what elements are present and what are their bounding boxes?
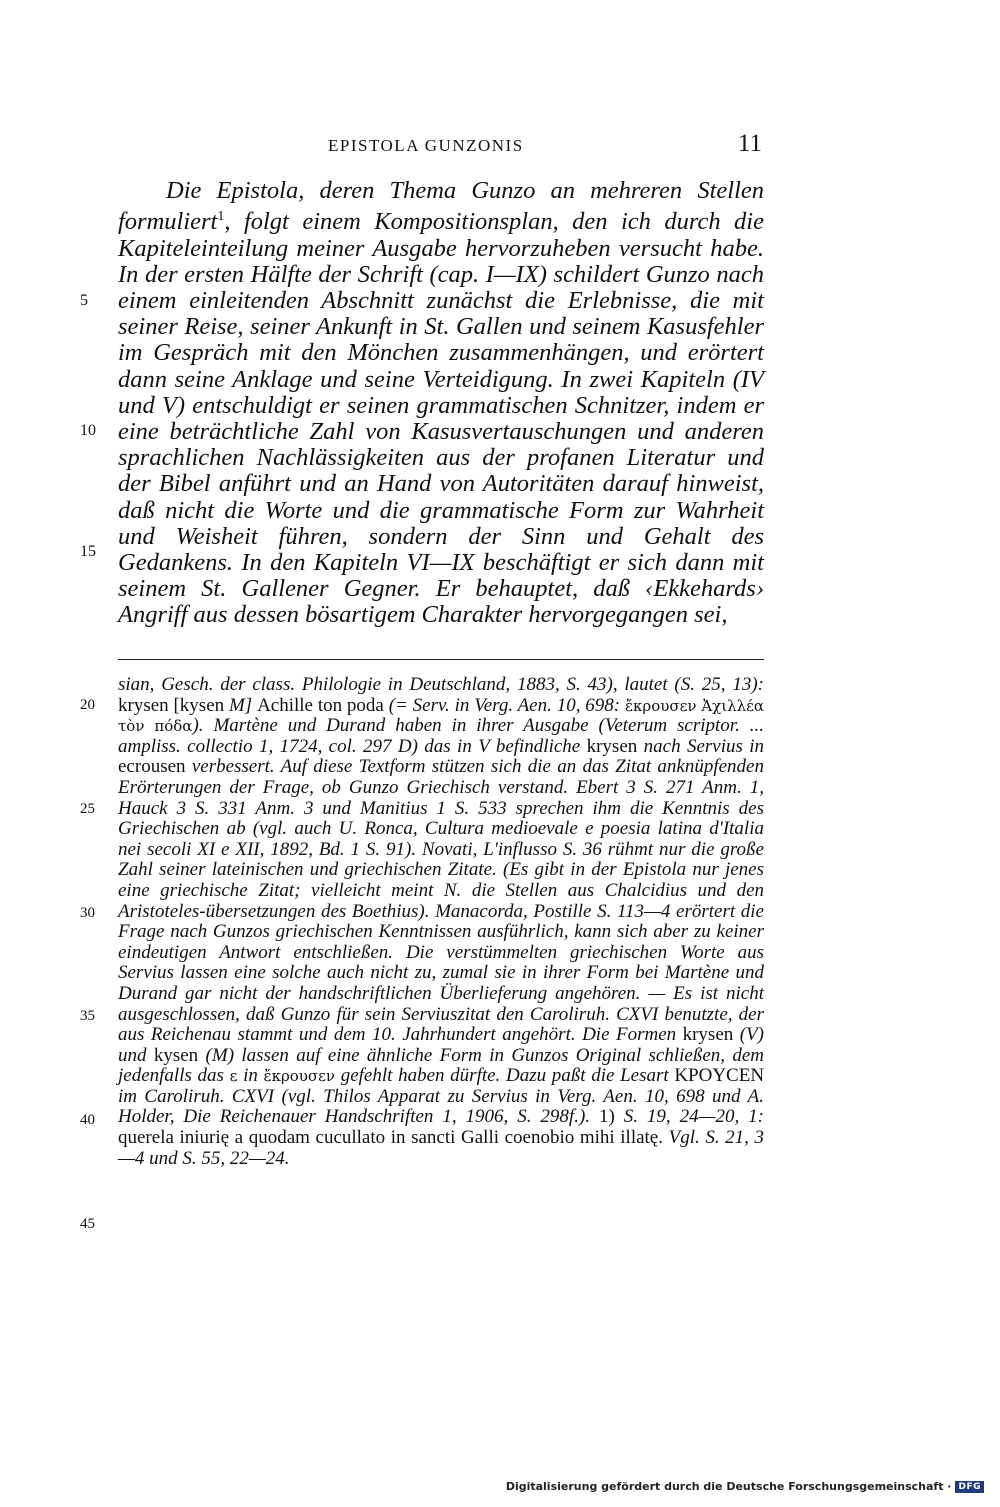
footnote-reference: 1 xyxy=(217,209,225,225)
line-number-25: 25 xyxy=(80,801,95,817)
footnotes xyxy=(118,675,764,1169)
page-header xyxy=(118,132,766,162)
footnote-separator xyxy=(118,659,764,660)
main-text xyxy=(118,178,764,629)
footnote-text: sian, Gesch. der class. Philologie in Deutschland, 1883, S. 43), lautet (S. 25, 13): krysen [kysen M] Achille ton poda (= Serv. in Verg. Aen. 10, 698: ἔκρουσεν Ἀχιλλέα τὸν πόδα). Martène und Durand haben in ihrer Ausgabe (Veterum scriptor. ... ampliss. collectio 1, 1724, col. 297 D) das in V befindliche krysen nach Servius in ecrousen verbessert. Auf diese Textform stützen sich die an das Zitat anknüpfenden Erörterungen der Frage, ob Gunzo Griechisch verstand. Ebert 3 S. 271 Anm. 1, Hauck 3 S. 331 Anm. 3 und Manitius 1 S. 533 sprechen ihm die Kenntnis des Griechischen ab (vgl. auch U. Ronca, Cultura medioevale e poesia latina d'Italia nei secoli XI e XII, 1892, Bd. 1 S. 91). Novati, L'influsso S. 36 rühmt nur die große Zahl seiner lateinischen und griechischen Zitate. (Es gibt in der Epistola nur jenes eine griechische Zitat; vielleicht meint N. die Stellen aus Chalcidius und den Aristoteles-übersetzungen des Boethius). Manacorda, Postille S. 113—4 erörtert die Frage nach Gunzos griechischen Kenntnissen ausführlich, kann sich aber zu keiner eindeutigen Antwort entschließen. Die verstümmelten griechischen Worte aus Servius lassen eine solche auch nicht zu, zumal sie in ihrer Form bei Martène und Durand gar nicht der handschriftlichen Überlieferung angehören. — Es ist nicht ausgeschlossen, daß Gunzo für sein Serviuszitat den Caroliruh. CXVI benutzte, der aus Reichenau stammt und dem 10. Jahrhundert angehört. Die Formen krysen (V) und kysen (M) lassen auf eine ähnliche Form in Gunzos Original schließen, dem jedenfalls das ε in ἔκρουσεν gefehlt haben dürfte. Dazu paßt die Lesart KPOYCEN im Caroliruh. CXVI (vgl. Thilos Apparat zu Servius in Verg. Aen. 10, 698 und A. Holder, Die Reichenauer Handschriften 1, 1906, S. 298f.). 1) S. 19, 24—20, 1: querela iniurię a quodam cucullato in sancti Galli coenobio mihi illatę. Vgl. S. 21, 3—4 und S. 55, 22—24. xyxy=(118,674,765,1169)
footnote-marker: 1) xyxy=(598,1106,615,1128)
line-number-40: 40 xyxy=(80,1112,95,1128)
line-number-5: 5 xyxy=(80,292,88,309)
line-number-45: 45 xyxy=(80,1216,95,1232)
dfg-logo: DFG xyxy=(955,1481,984,1493)
line-number-20: 20 xyxy=(80,697,95,713)
digitization-credit xyxy=(506,1480,984,1493)
page-number: 11 xyxy=(737,130,762,157)
greek-quotation: ἔκρουσεν Ἀχιλλέα τὸν πόδα xyxy=(118,696,765,736)
running-title: EPISTOLA GUNZONIS xyxy=(328,136,524,155)
latin-quotation: querela iniurię a quodam cucullato in sancti Galli coenobio mihi illatę. xyxy=(118,1127,663,1149)
line-number-30: 30 xyxy=(80,905,95,921)
line-number-35: 35 xyxy=(80,1008,95,1024)
credit-text: Digitalisierung gefördert durch die Deutsche Forschungsgemeinschaft · xyxy=(505,1480,952,1493)
line-number-10: 10 xyxy=(80,422,96,439)
main-paragraph: Die Epistola, deren Thema Gunzo an mehreren Stellen formuliert$^1$, folgt einem Kompositionsplan, den ich durch die Kapiteleinteilung meiner Ausgabe hervorzuheben versucht habe. In der ersten Hälfte der Schrift (cap. I—IX) schildert Gunzo nach einem einleitenden Abschnitt zunächst die Erlebnisse, die mit seiner Reise, seiner Ankunft in St. Gallen und seinem Kasusfehler im Gespräch mit den Mönchen zusammenhängen, und erörtert dann seine Anklage und seine Verteidigung. In zwei Kapiteln (IV und V) entschuldigt er seinen grammatischen Schnitzer, indem er eine beträchtliche Zahl von Kasusvertauschungen und anderen sprachlichen Nachlässigkeiten aus der profanen Literatur und der Bibel anführt und an Hand von Autoritäten darauf hinweist, daß nicht die Worte und die grammatische Form zur Wahrheit und Weisheit führen, sondern der Sinn und Gehalt des Gedankens. In den Kapiteln VI—IX beschäftigt er sich dann mit seinem St. Gallener Gegner. Er behauptet, daß ‹Ekkehards› Angriff aus dessen bösartigem Charakter hervorgegangen sei, xyxy=(118,177,764,629)
line-number-15: 15 xyxy=(80,543,96,560)
